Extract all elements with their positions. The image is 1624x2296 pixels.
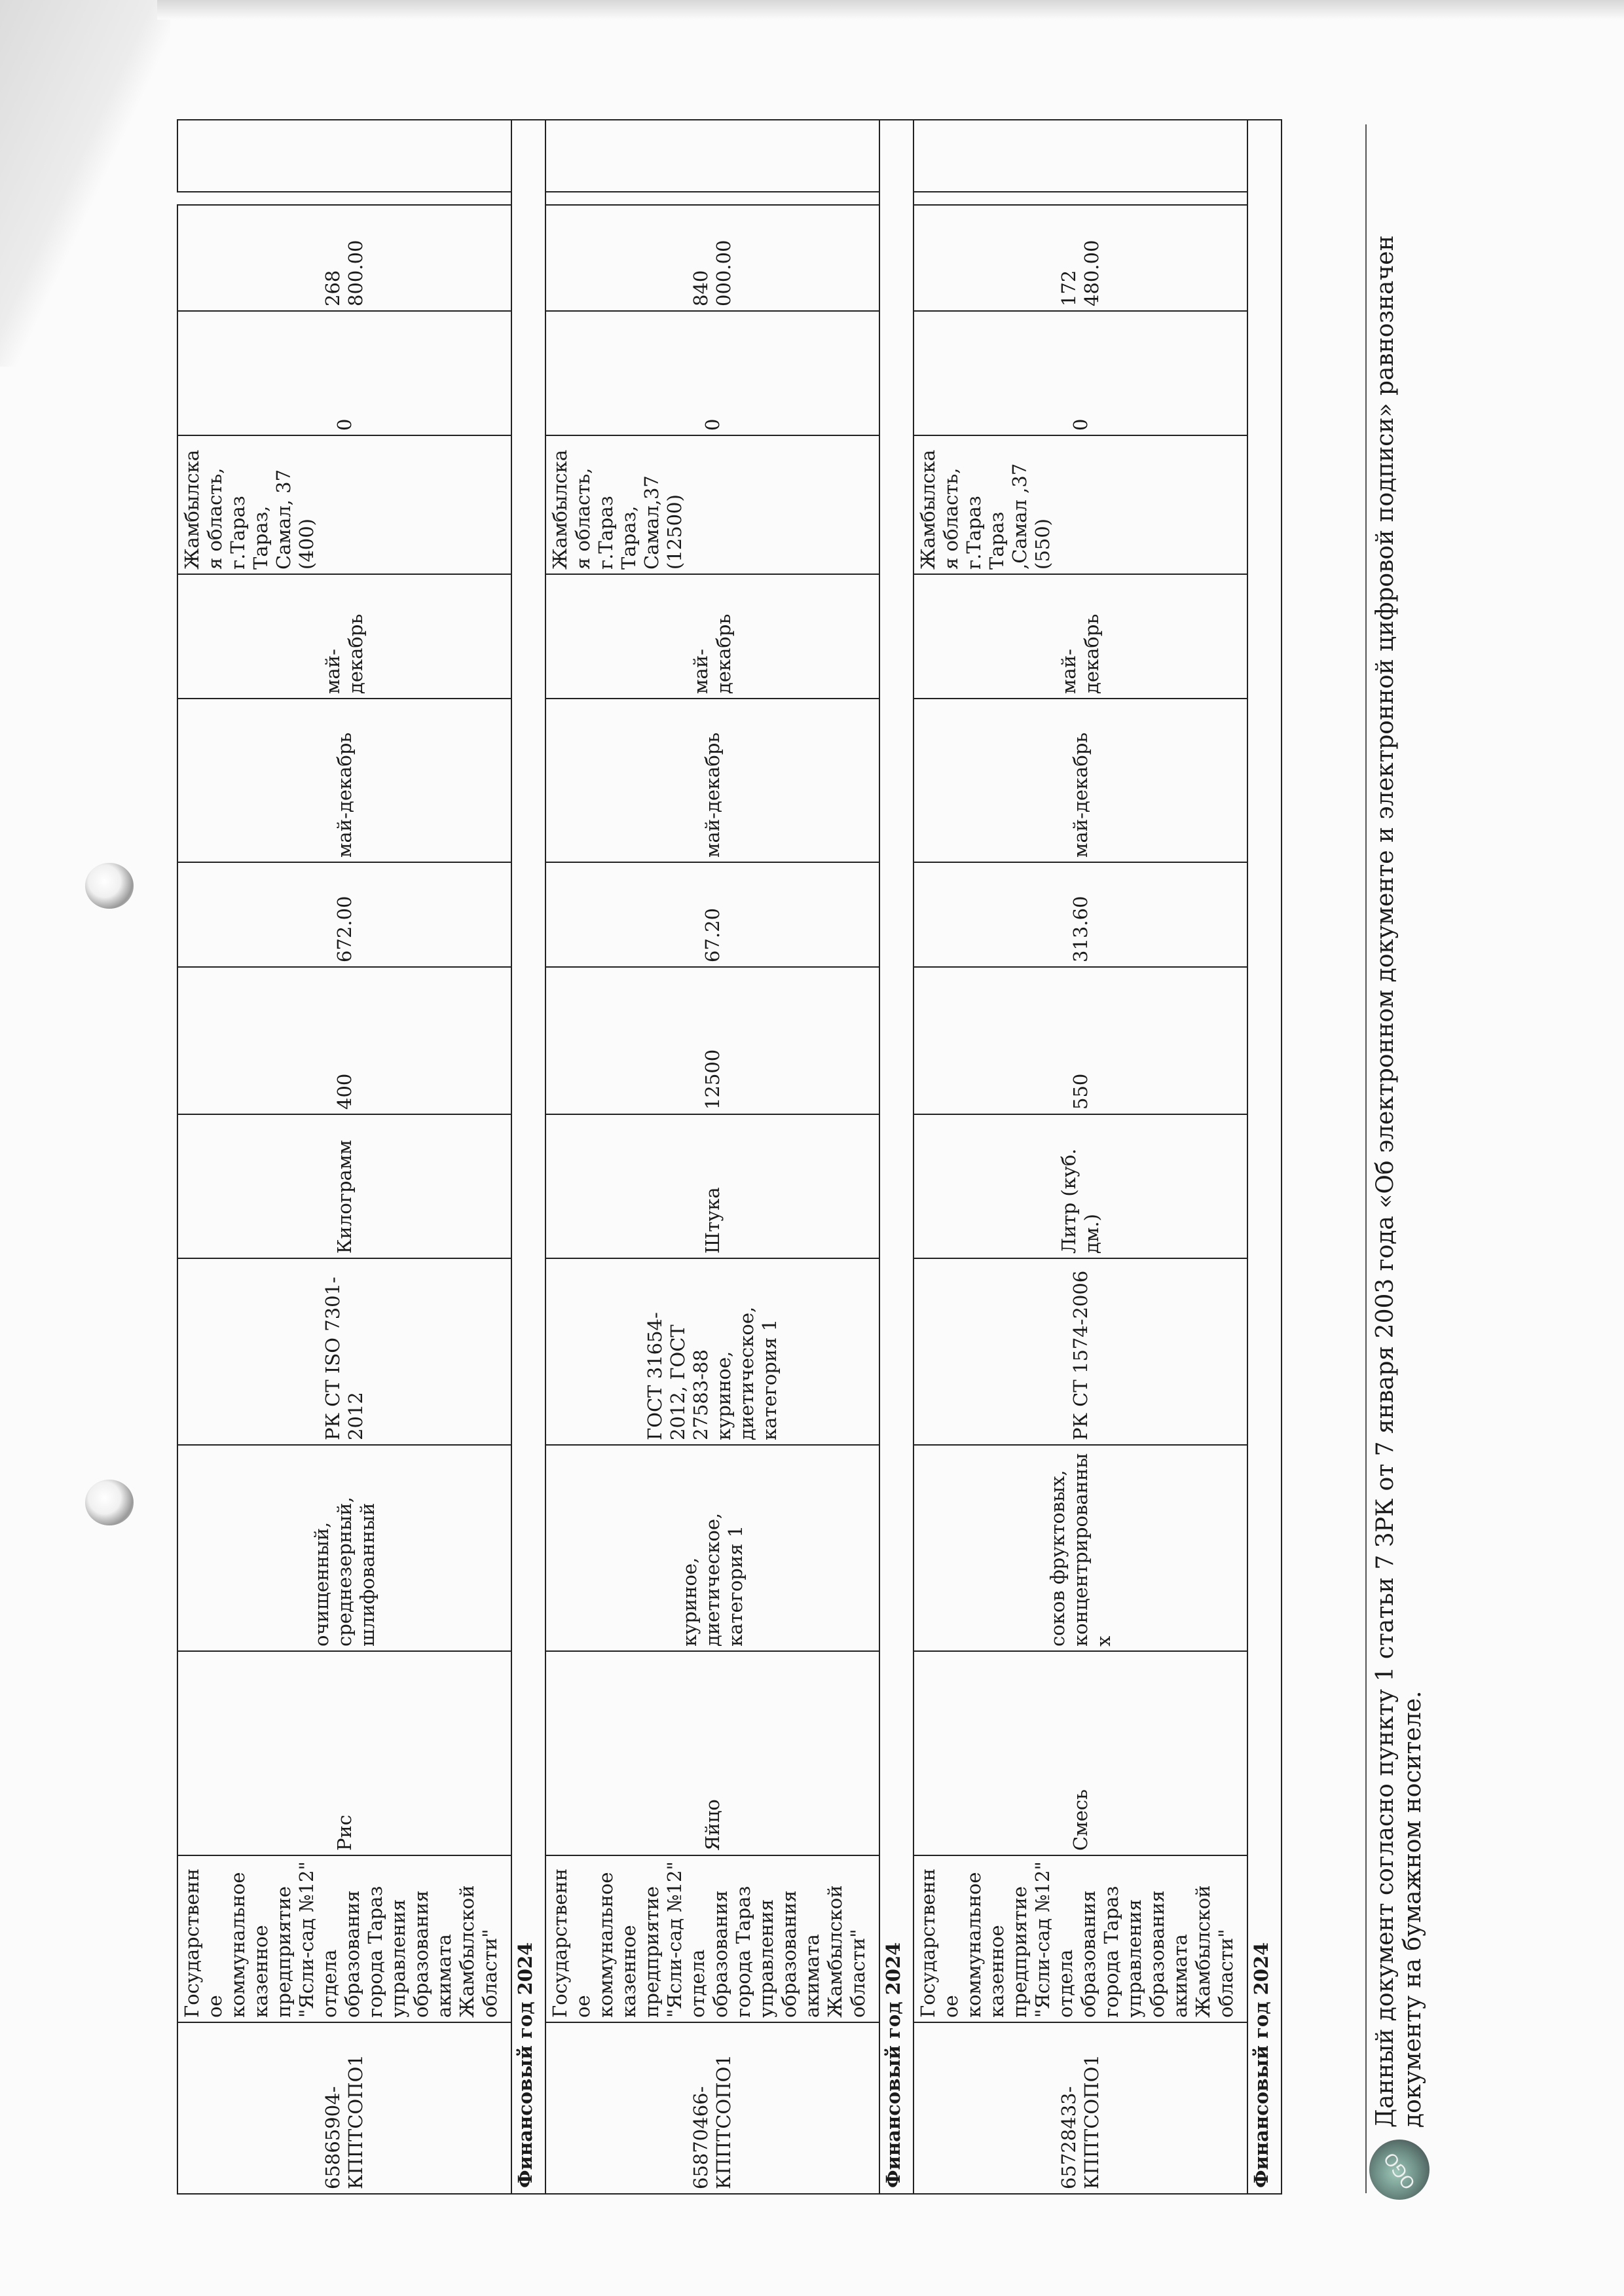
fiscal-year-row [879,120,913,2194]
unit: Килограмм [177,1114,511,1258]
empty-cell [177,120,511,192]
spacer-cell [913,192,1247,205]
lot-code: 65870466-КППТСОПО1 [545,2022,879,2194]
delivery-period: май-декабрь [913,699,1247,862]
table-row [545,120,879,2194]
folded-corner-shadow [0,0,170,367]
punch-hole [85,1480,134,1525]
item-standard: РК СТ ISO 7301-2012 [177,1258,511,1445]
delivery-period: май-декабрь [545,699,879,862]
quantity: 550 [913,967,1247,1114]
item-description: куриное, диетическое, категория 1 [545,1445,879,1651]
fiscal-year-label: Финансовый год 2024 [879,120,913,2194]
table-row [913,120,1247,2194]
item-standard: РК СТ 1574-2006 [913,1258,1247,1445]
lot-code: 65865904-КППТСОПО1 [177,2022,511,2194]
unit: Литр (куб. дм.) [913,1114,1247,1258]
delivery-period: май-декабрь [177,699,511,862]
lot-code: 65728433-КППТСОПО1 [913,2022,1247,2194]
item-description: соков фруктовых, концентрированных [913,1445,1247,1651]
spacer-cell [545,192,879,205]
advance-payment: 0 [545,311,879,435]
quantity: 400 [177,967,511,1114]
customer-name: Государственное коммунальное казенное предприятие "Ясли-сад №12" отдела образования города Тараз управления образования акимата Жамбылской области" [177,1855,511,2022]
contract-period: май-декабрь [913,574,1247,699]
advance-payment: 0 [177,311,511,435]
procurement-table [177,119,1282,2195]
spacer-cell [177,192,511,205]
delivery-place: Жамбылская область, г.Тараз Тараз, Самал, 37 (400) [177,435,511,574]
fiscal-year-row [1247,120,1282,2194]
total-amount: 268 800.00 [177,205,511,311]
customer-name: Государственное коммунальное казенное предприятие "Ясли-сад №12" отдела образования города Тараз управления образования акимата Жамбылской области" [545,1855,879,2022]
rotated-page [157,85,1460,2219]
footer-divider [1365,124,1367,2193]
item-name: Яйцо [545,1651,879,1855]
total-amount: 172 480.00 [913,205,1247,311]
item-name: Смесь [913,1651,1247,1855]
unit-price: 67.20 [545,862,879,967]
delivery-place: Жамбылская область, г.Тараз Тараз ,Самал ,37 (550) [913,435,1247,574]
total-amount: 840 000.00 [545,205,879,311]
empty-cell [545,120,879,192]
contract-period: май-декабрь [545,574,879,699]
fiscal-year-label: Финансовый год 2024 [1247,120,1282,2194]
unit-price: 672.00 [177,862,511,967]
customer-name: Государственное коммунальное казенное предприятие "Ясли-сад №12" отдела образования города Тараз управления образования акимата Жамбылской области" [913,1855,1247,2022]
fiscal-year-label: Финансовый год 2024 [511,120,545,2194]
delivery-place: Жамбылская область, г.Тараз Тараз, Самал,37 (12500) [545,435,879,574]
quantity: 12500 [545,967,879,1114]
punch-hole [85,863,134,909]
contract-period: май-декабрь [177,574,511,699]
procurement-table-sheet [177,119,1342,2195]
egov-seal-icon: OGO [1369,2140,1430,2200]
legal-notice-text: Данный документ согласно пункту 1 статьи 7 ЗРК от 7 января 2003 года «Об электронном документе и электронной цифровой подписи» равнозначен документу на бумажном носителе. [1372,235,1426,2128]
item-standard: ГОСТ 31654-2012, ГОСТ 27583-88 куриное, диетическое, категория 1 [545,1258,879,1445]
unit-price: 313.60 [913,862,1247,967]
unit: Штука [545,1114,879,1258]
table-row [177,120,511,2194]
item-name: Рис [177,1651,511,1855]
item-description: очищенный, среднезерный, шлифованный [177,1445,511,1651]
scan-edge-shadow [157,0,1624,20]
advance-payment: 0 [913,311,1247,435]
empty-cell [913,120,1247,192]
fiscal-year-row [511,120,545,2194]
